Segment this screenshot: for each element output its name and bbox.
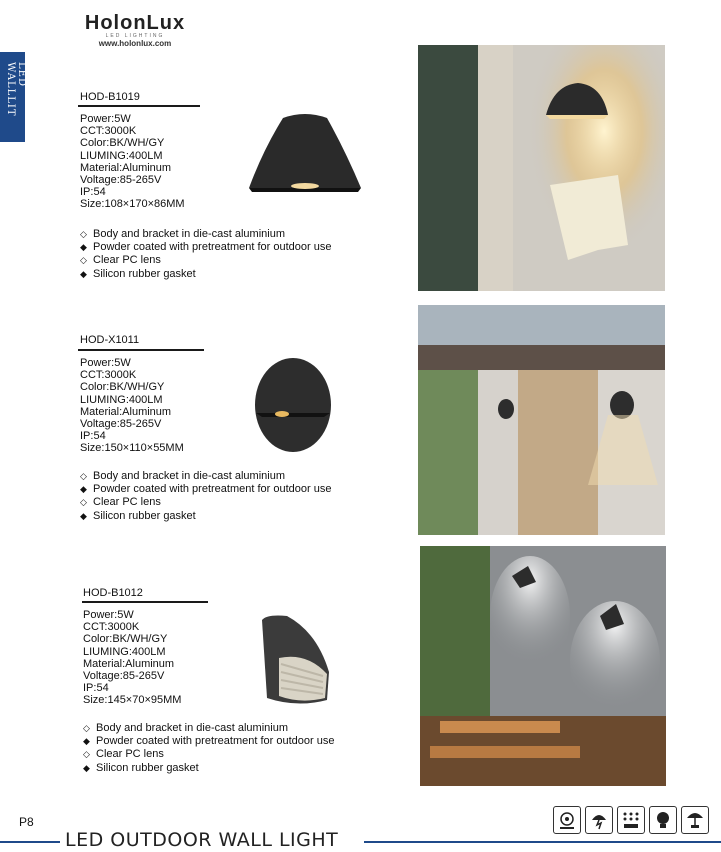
spec-power: Power:5W	[80, 357, 131, 369]
feature-item: ◇ Body and bracket in die-cast aluminium	[80, 228, 285, 240]
product-2-specs	[80, 357, 184, 455]
product-3-divider	[82, 601, 208, 603]
lamp-icon	[649, 806, 677, 834]
feature-item: ◇ Body and bracket in die-cast aluminium	[80, 470, 285, 482]
side-tab	[0, 52, 25, 142]
feature-item: ◆ Silicon rubber gasket	[80, 267, 196, 280]
footer-rule-right	[364, 841, 721, 843]
spec-cct: CCT:3000K	[80, 125, 137, 138]
spec-size: Size:150×110×55MM	[80, 442, 184, 455]
surge-icon	[585, 806, 613, 834]
brand-name: HolonLux	[84, 12, 186, 34]
spec-material: Material:Aluminum	[80, 405, 172, 418]
spec-color: Color:BK/WH/GY	[83, 633, 168, 646]
spec-voltage: Voltage:85-265V	[83, 670, 165, 683]
product-1-model: HOD-B1019	[80, 91, 140, 103]
spec-ip: IP:54	[80, 186, 106, 199]
product-2-model: HOD-X1011	[80, 334, 140, 346]
spec-size: Size:108×170×86MM	[80, 198, 185, 211]
spec-material: Material:Aluminum	[83, 657, 175, 670]
cob-icon	[553, 806, 581, 834]
spec-voltage: Voltage:85-265V	[80, 174, 162, 187]
spec-color: Color:BK/WH/GY	[80, 137, 165, 150]
spec-power: Power:5W	[80, 113, 131, 125]
product-1-specs	[80, 113, 185, 211]
brand-tagline: LED LIGHTING	[105, 33, 165, 39]
product-1-photo	[418, 45, 665, 291]
product-1-divider	[78, 105, 200, 107]
feature-item: ◇ Clear PC lens	[80, 496, 161, 509]
feature-item: ◇ Body and bracket in die-cast aluminium	[83, 722, 288, 734]
spec-cct: CCT:3000K	[83, 621, 140, 634]
spec-voltage: Voltage:85-265V	[80, 418, 162, 431]
brand-url: www.holonlux.com	[98, 39, 172, 48]
product-1-features	[80, 228, 331, 281]
side-tab-label: LED WALLLIT	[5, 62, 27, 117]
spec-color: Color:BK/WH/GY	[80, 381, 165, 394]
feature-item: ◆ Silicon rubber gasket	[83, 761, 199, 774]
spec-ip: IP:54	[80, 430, 106, 443]
feature-item: ◇ Clear PC lens	[83, 748, 164, 761]
spec-lumen: LIUMING:400LM	[83, 645, 166, 658]
spec-power: Power:5W	[83, 609, 134, 621]
product-3-photo	[420, 546, 666, 786]
brand-logo	[80, 12, 190, 48]
spec-cct: CCT:3000K	[80, 369, 137, 382]
product-1-image	[243, 110, 368, 195]
feature-item: ◆ Silicon rubber gasket	[80, 509, 196, 522]
spec-size: Size:145×70×95MM	[83, 694, 182, 707]
feature-item: ◆ Powder coated with pretreatment for outdoor use	[80, 241, 332, 254]
product-3-model: HOD-B1012	[83, 587, 143, 599]
product-3-features	[83, 722, 334, 775]
spec-lumen: LIUMING:400LM	[80, 149, 163, 162]
feature-item: ◆ Powder coated with pretreatment for outdoor use	[80, 483, 332, 496]
feature-item: ◇ Clear PC lens	[80, 254, 161, 267]
spec-material: Material:Aluminum	[80, 161, 172, 174]
product-2-divider	[78, 349, 204, 351]
product-2-image	[252, 355, 334, 455]
led-icon	[617, 806, 645, 834]
footer-rule-left	[0, 841, 60, 843]
product-3-specs	[83, 609, 181, 707]
product-2-photo	[418, 305, 665, 535]
product-2-features	[80, 470, 331, 523]
feature-item: ◆ Powder coated with pretreatment for outdoor use	[83, 735, 335, 748]
page-number: P8	[19, 815, 34, 829]
product-3-image	[257, 612, 333, 712]
footer-title: LED OUTDOOR WALL LIGHT	[65, 829, 339, 851]
spec-lumen: LIUMING:400LM	[80, 393, 163, 406]
waterproof-icon	[681, 806, 709, 834]
feature-icons	[553, 806, 709, 834]
spec-ip: IP:54	[83, 682, 109, 695]
